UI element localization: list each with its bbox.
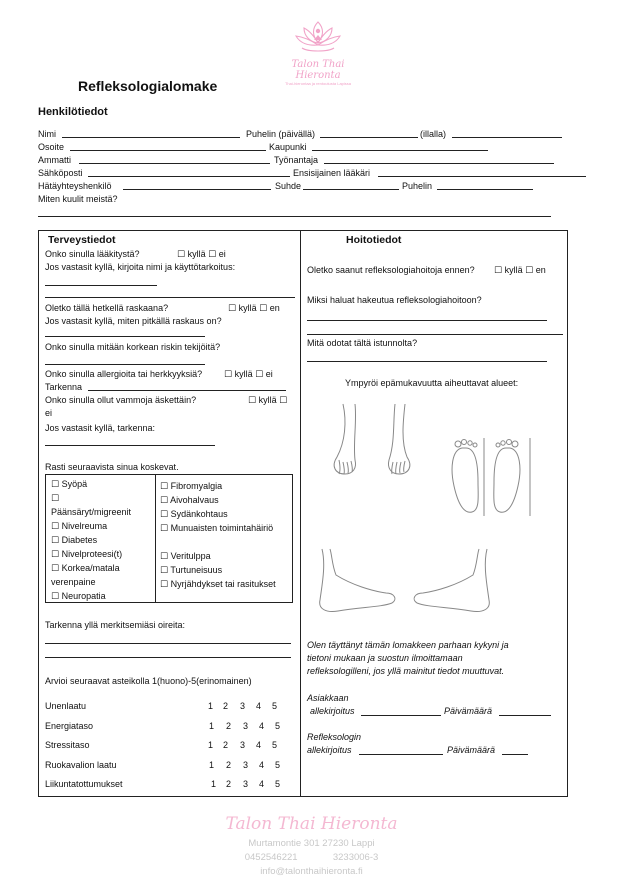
- email-label: Sähköposti: [38, 168, 83, 178]
- condition-label: Turtuneisuus: [170, 565, 223, 575]
- checkbox[interactable]: ☐: [160, 579, 171, 589]
- checkbox[interactable]: ☐: [51, 479, 62, 489]
- rating-option[interactable]: 5: [275, 779, 281, 789]
- checkbox[interactable]: ☐: [494, 265, 503, 275]
- rating-option[interactable]: 5: [272, 701, 278, 711]
- option-yes: kyllä: [234, 369, 253, 379]
- relation-label: Suhde: [275, 181, 302, 191]
- rating-option[interactable]: 3: [243, 779, 249, 789]
- city-field[interactable]: [312, 150, 488, 151]
- therapist-date-label: Päivämäärä: [447, 745, 496, 755]
- rating-option[interactable]: 2: [223, 740, 229, 750]
- symptoms-field-2[interactable]: [45, 657, 291, 658]
- condition-label: Fibromyalgia: [170, 481, 223, 491]
- condition-left-item: [51, 561, 151, 589]
- before-options: [494, 265, 546, 276]
- consent-line: tietoni mukaan ja suostun ilmoittamaan: [307, 653, 463, 663]
- client-date-field[interactable]: [499, 715, 551, 716]
- option-no: ei: [218, 249, 226, 259]
- phone-evening-field[interactable]: [452, 137, 562, 138]
- consent-line: Olen täyttänyt tämän lomakkeen parhaan kykyni ja: [307, 640, 509, 650]
- option-no: en: [535, 265, 546, 275]
- occupation-field[interactable]: [79, 163, 270, 164]
- pregnant-question: Oletko tällä hetkellä raskaana?: [45, 303, 169, 313]
- option-yes: kyllä: [238, 303, 257, 313]
- rating-option[interactable]: 1: [208, 740, 214, 750]
- condition-right-item: [160, 521, 288, 535]
- client-signature-label: allekirjoitus: [310, 706, 355, 716]
- checkbox[interactable]: ☐: [160, 495, 171, 505]
- medication-field[interactable]: [45, 285, 157, 286]
- checkbox[interactable]: ☐: [177, 249, 186, 259]
- condition-left-item: [51, 519, 151, 533]
- medication-question: Onko sinulla lääkitystä?: [45, 249, 140, 259]
- risk-question: Onko sinulla mitään korkean riskin tekijöitä?: [45, 342, 221, 352]
- footer-brand: Talon Thai Hieronta: [225, 814, 398, 834]
- rating-intro: Arvioi seuraavat asteikolla 1(huono)-5(erinomainen): [45, 676, 252, 686]
- personal-heading: Henkilötiedot: [38, 106, 108, 118]
- conditions-intro: Rasti seuraavista sinua koskevat.: [45, 462, 179, 472]
- emergency-label: Hätäyhteyshenkilö: [38, 181, 112, 191]
- heard-field[interactable]: [38, 216, 551, 217]
- condition-right-item: [160, 507, 288, 521]
- logo: [268, 18, 368, 86]
- heard-label: Miten kuulit meistä?: [38, 194, 118, 204]
- option-yes: kyllä: [504, 265, 523, 275]
- circle-instruction: Ympyröi epämukavuutta aiheuttavat alueet:: [345, 378, 519, 388]
- pregnant-detail-label: Jos vastasit kyllä, miten pitkällä raskaus on?: [45, 316, 222, 326]
- address-label: Osoite: [38, 142, 65, 152]
- condition-label: Sydänkohtaus: [170, 509, 228, 519]
- allergy-options: [224, 369, 273, 380]
- expect-field[interactable]: [307, 361, 547, 362]
- expect-question: Mitä odotat tältä istunnolta?: [307, 338, 418, 348]
- emergency-field[interactable]: [123, 189, 271, 190]
- rating-option[interactable]: 3: [243, 721, 249, 731]
- phone-field[interactable]: [437, 189, 533, 190]
- therapist-signature-field[interactable]: [359, 754, 443, 755]
- checkbox[interactable]: ☐: [279, 395, 288, 405]
- condition-label: Nyrjähdykset tai rasitukset: [170, 579, 276, 589]
- consent-line: refleksologilleni, jos yllä mainitut tiedot muuttuvat.: [307, 666, 505, 676]
- before-question: Oletko saanut refleksologiahoitoja ennen?: [307, 265, 475, 275]
- checkbox[interactable]: ☐: [51, 521, 62, 531]
- form-title: Refleksologialomake: [78, 78, 218, 94]
- pregnant-field[interactable]: [45, 336, 205, 337]
- condition-label: Diabetes: [61, 535, 98, 545]
- checkbox[interactable]: ☐: [259, 303, 268, 313]
- footer-email[interactable]: info@talonthaihieronta.fi: [260, 866, 363, 877]
- rating-option[interactable]: 4: [256, 701, 262, 711]
- rating-option[interactable]: 1: [211, 779, 217, 789]
- allergy-field[interactable]: [88, 390, 286, 391]
- rating-option[interactable]: 5: [275, 721, 281, 731]
- feet-side-icon[interactable]: [312, 545, 497, 615]
- option-no: en: [269, 303, 280, 313]
- checkbox[interactable]: ☐: [224, 369, 233, 379]
- rating-option[interactable]: 1: [209, 760, 215, 770]
- client-label: Asiakkaan: [307, 693, 349, 703]
- condition-label: Korkea/matala verenpaine: [51, 563, 120, 587]
- rating-label: Liikuntatottumukset: [45, 779, 123, 789]
- checkbox[interactable]: ☐: [160, 523, 171, 533]
- condition-left-item: [51, 547, 151, 561]
- checkbox[interactable]: ☐: [248, 395, 257, 405]
- client-date-label: Päivämäärä: [444, 706, 493, 716]
- medication-detail-label: Jos vastasit kyllä, kirjoita nimi ja käyttötarkoitus:: [45, 262, 236, 272]
- checkbox[interactable]: ☐: [51, 535, 62, 545]
- why-field-2[interactable]: [307, 334, 563, 335]
- allergy-question: Onko sinulla allergioita tai herkkyyksiä?: [45, 369, 203, 379]
- footer-phone: 0452546221: [244, 852, 298, 863]
- option-yes: kyllä: [258, 395, 277, 405]
- rating-option[interactable]: 2: [226, 760, 232, 770]
- condition-right-item: [160, 563, 288, 577]
- checkbox[interactable]: ☐: [51, 493, 60, 503]
- name-label: Nimi: [38, 129, 56, 139]
- condition-label: Syöpä: [61, 479, 88, 489]
- health-heading: Terveystiedot: [48, 234, 116, 246]
- condition-left-item: [51, 533, 151, 547]
- injury-option-yes: [248, 395, 287, 406]
- rating-option[interactable]: 4: [259, 721, 265, 731]
- phone-label: Puhelin: [402, 181, 433, 191]
- treatment-heading: Hoitotiedot: [346, 234, 402, 246]
- condition-right-item: [160, 577, 288, 591]
- rating-option[interactable]: 4: [256, 740, 262, 750]
- condition-label: Munuaisten toimintahäiriö: [170, 523, 274, 533]
- allergy-specify-label: Tarkenna: [45, 382, 83, 392]
- email-field[interactable]: [88, 176, 290, 177]
- medication-options: [177, 249, 226, 260]
- checkbox[interactable]: ☐: [160, 551, 171, 561]
- employer-field[interactable]: [324, 163, 554, 164]
- rating-option[interactable]: 3: [240, 740, 246, 750]
- option-yes: kyllä: [187, 249, 206, 259]
- checkbox[interactable]: ☐: [208, 249, 217, 259]
- condition-label: Nivelproteesi(t): [61, 549, 123, 559]
- option-no: ei: [265, 369, 273, 379]
- rating-option[interactable]: 5: [272, 740, 278, 750]
- condition-right-item: [160, 479, 288, 493]
- condition-label: Veritulppa: [170, 551, 211, 561]
- checkbox[interactable]: ☐: [160, 565, 171, 575]
- rating-option[interactable]: 3: [240, 701, 246, 711]
- checkbox[interactable]: ☐: [51, 591, 62, 601]
- checkbox[interactable]: ☐: [160, 509, 171, 519]
- rating-label: Energiataso: [45, 721, 94, 731]
- why-field-1[interactable]: [307, 320, 547, 321]
- checkbox[interactable]: ☐: [160, 481, 171, 491]
- condition-left-item: [51, 589, 151, 603]
- injury-question: Onko sinulla ollut vammoja äskettäin?: [45, 395, 197, 405]
- logo-text: Talon Thai Hieronta: [291, 59, 345, 81]
- rating-label: Stressitaso: [45, 740, 90, 750]
- footer-business-id: 3233006-3: [332, 852, 379, 863]
- rating-option[interactable]: 4: [259, 760, 265, 770]
- rating-label: Unenlaatu: [45, 701, 87, 711]
- feet-front-icon[interactable]: [325, 402, 430, 480]
- evening-label: (illalla): [420, 129, 447, 139]
- checkbox[interactable]: ☐: [51, 563, 62, 573]
- logo-tagline: Thai-hierontaa ja rentoutusta Lapissa: [284, 81, 352, 86]
- injury-option-no: ei: [45, 408, 53, 418]
- medication-field-2[interactable]: [45, 297, 295, 298]
- address-field[interactable]: [70, 150, 266, 151]
- condition-label: Päänsäryt/migreenit: [51, 507, 132, 517]
- condition-label: Nivelreuma: [61, 521, 108, 531]
- footer-address: Murtamontie 301 27230 Lappi: [248, 838, 375, 849]
- condition-left-item: [51, 491, 151, 519]
- checkbox[interactable]: ☐: [255, 369, 264, 379]
- pregnant-options: [228, 303, 280, 314]
- employer-label: Työnantaja: [274, 155, 319, 165]
- injury-detail-label: Jos vastasit kyllä, tarkenna:: [45, 423, 156, 433]
- rating-option[interactable]: 4: [259, 779, 265, 789]
- footer-contact-row: [0, 851, 623, 864]
- symptoms-field-1[interactable]: [45, 643, 291, 644]
- rating-option[interactable]: 3: [243, 760, 249, 770]
- why-question: Miksi haluat hakeutua refleksologiahoitoon?: [307, 295, 482, 305]
- conditions-divider: [155, 474, 156, 603]
- doctor-label: Ensisijainen lääkäri: [293, 168, 371, 178]
- rating-option[interactable]: 2: [223, 701, 229, 711]
- checkbox[interactable]: ☐: [525, 265, 534, 275]
- phone-day-label: Puhelin (päivällä): [246, 129, 316, 139]
- condition-right-item: [160, 549, 288, 563]
- occupation-label: Ammatti: [38, 155, 72, 165]
- column-divider: [300, 230, 301, 797]
- feet-soles-icon[interactable]: [444, 438, 549, 516]
- rating-option[interactable]: 1: [209, 721, 215, 731]
- rating-label: Ruokavalion laatu: [45, 760, 117, 770]
- rating-option[interactable]: 2: [226, 779, 232, 789]
- therapist-date-field[interactable]: [502, 754, 528, 755]
- client-signature-field[interactable]: [361, 715, 441, 716]
- condition-label: Aivohalvaus: [170, 495, 219, 505]
- symptoms-label: Tarkenna yllä merkitsemiäsi oireita:: [45, 620, 186, 630]
- relation-field[interactable]: [303, 189, 399, 190]
- therapist-signature-label: allekirjoitus: [307, 745, 352, 755]
- lotus-logo-icon: [268, 18, 368, 56]
- injury-field[interactable]: [45, 445, 215, 446]
- checkbox[interactable]: ☐: [228, 303, 237, 313]
- name-field[interactable]: [62, 137, 240, 138]
- doctor-field[interactable]: [378, 176, 586, 177]
- rating-option[interactable]: 2: [226, 721, 232, 731]
- rating-option[interactable]: 1: [208, 701, 214, 711]
- therapist-label: Refleksologin: [307, 732, 362, 742]
- condition-label: Neuropatia: [61, 591, 106, 601]
- phone-day-field[interactable]: [320, 137, 418, 138]
- checkbox[interactable]: ☐: [51, 549, 62, 559]
- condition-left-item: [51, 477, 151, 491]
- city-label: Kaupunki: [269, 142, 307, 152]
- rating-option[interactable]: 5: [275, 760, 281, 770]
- risk-field[interactable]: [45, 364, 205, 365]
- condition-right-item: [160, 493, 288, 507]
